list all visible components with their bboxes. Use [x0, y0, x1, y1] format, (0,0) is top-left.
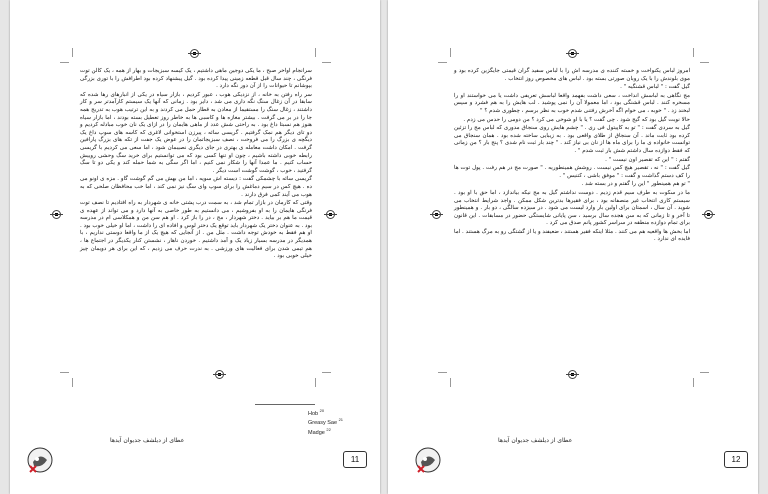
footnote-number: 22: [326, 426, 331, 432]
page-number: 12: [724, 451, 748, 468]
book-page-left: [10, 0, 380, 494]
registration-mark-icon: [190, 49, 199, 58]
paragraph: سرانجام اواخر صبح ، ما یکی دوجین ماهی داشتیم ، یک کیسه سبزیجات و بهار از همه ، یک کالن توت فرنگی ، چند سال قبل قطعه زمینی پیدا کرده بود . گیل پیشنهاد کرده بود اطرافش را با توری بزرگی بپوشانم تا حیوانات را از آن دور نگه دارد .: [80, 68, 312, 90]
body-text: [80, 68, 312, 262]
paragraph: گریسی سائه با چشمکی گفت : دیسته اش سوپه ، اما من بهش می گم گوشت گاو . مزه ی اونو می ده . هیچ کس در سیم دماغش را برای سوپ وای سگ نیز نمی کند ، اما خب محافظان صلحی که به هوب می آیند کمی فرق دارند .: [80, 176, 312, 198]
footnote: [308, 417, 348, 426]
footnote-text: Hob: [308, 410, 319, 417]
paragraph: اما بخش ها واقعیه هم می کنند . مثلا اینکه فقیر هستند ، ضعیفند و یا از گشتگی رو به مرگ هستند . اما فایده ای ندارد .: [454, 228, 690, 243]
publisher-logo-icon: [414, 446, 442, 474]
crop-mark: [60, 62, 69, 63]
paragraph: گفتم : " این که تقصیر اون نیست " .: [605, 156, 690, 163]
crop-mark: [450, 378, 451, 387]
registration-mark-icon: [326, 210, 335, 219]
paragraph: امروز لباس یکنواخت و خسته کننده ی مدرسه اش را با لباس سفید گران قیمتی جایگزین کرده بود و موی بلوندش را با یک روبان صورتی بسته بود . لباس های مخصوص روز انتخاب .: [454, 68, 690, 82]
crop-mark: [700, 372, 709, 373]
registration-mark-icon: [704, 210, 713, 219]
registration-mark-icon: [568, 370, 577, 379]
registration-mark-icon: [432, 210, 441, 219]
crop-mark: [315, 378, 316, 387]
running-title: عطای از دیلشف جدیوان آیدها: [498, 437, 573, 444]
running-title: عطای از دیلشف جدیوان آیدها: [110, 437, 185, 444]
book-page-right: [388, 0, 758, 494]
crop-mark: [315, 48, 316, 57]
page-number: 11: [343, 451, 367, 468]
paragraph: سر راه رفتن به خانه ، از نزدیکی هوب ، عبور کردیم ، بازار سیاه در یکی از انبارهای رها شده که سابقا در آن زغال سنگ نگه داری می شد ، دایر بود . زمانی که آنها یک سیستم کارآمدتر سر و کار داشتند ، زغال سنگ را مستقیما از معادن به قطار حمل می کردند و به این ترتیب هوب به تدریج همه جا را در بر می گرفت . بیشتر مغازه ها و کاسبی ها به خاطر روز تعطیل بسته بودند ، اما بازار سیاه هنوز هم نسبتا داغ بود . به راحتی شش عدد از ماهی هایمان را در ازای یک نان خوب مبادله کردیم و دو تای دیگر هم نمک گرفتیم . گریسی سائه ، پیرزن استخوانی لاغری که کاسه های سوپ داغ یک دیگچه ی بزرگ را می فروخت ، نصف سبزیجاتمان را در عوض یک جفت از تکه های بزرگ پارافین گرفت . امکان داشت معامله ی بهتری در جای دیگری نصیبمان شود ، اما سعی می کردیم با گریسی رابطه خوبی داشته باشیم ، چون او تنها کسی بود که می توانستیم برای خرید سگ وحشی روییش حساب کنیم . ما عمدا آنها را شکار نمی کنیم ، اما اگر سگی به شما حمله کند و یکی دو تا سگ گرفتید ، خوب ، گوشت گوشت است دیگر .: [80, 91, 312, 174]
paragraph: گیل به سردی گفت : " تو به کاپیتول فی ری . " چشم هایش روی سنجاق مدوری که لباس مج را تزئین کرده بود ثابت ماند . آن سنجاق از طلای واقعی بود . به زیبایی ساخته شده بود . همان سنجاق می توانست خانواده ی ما را برای ماه ها از نان بی نیاز کند . " چند بار ثبت نام شدی ؟ پنج بار ؟ من زمانی که فقط دوازده سال داشتم شش بار ثبت شدم " .: [454, 125, 690, 154]
footnote-text: Madge: [308, 429, 325, 436]
crop-mark: [322, 62, 331, 63]
paragraph: گیل گفت : " لباس قشنگیه " .: [620, 84, 690, 91]
registration-mark-icon: [215, 370, 224, 379]
registration-mark-icon: [52, 210, 61, 219]
footnotes: [308, 408, 348, 436]
crop-mark: [60, 372, 69, 373]
paragraph: ما در سکوت به طرف سیم قدم زدیم . دوست نداشتم گیل به مج نیکه بیاندازد ، اما حق با او بود . سیستم کاری انتخاب غیر منصفانه بود ، برای فقیرها بدترین شکل ممکن . واجد شرایط انتخاب می شوید . آن سال ، اسمتان برای اولین بار وارد لیست می شود . در سیزده سالگی ، دو بار . و همینطور تا آخر و تا زمانی که به سن هجده سال برسید ، سن پایانی شایستگی حضور در مسابقات . این قانون برای تمام دوازده منطقه در سراسر کشور پانم صدق می کرد .: [454, 189, 690, 227]
footnote-number: 21: [338, 417, 344, 423]
crop-mark: [438, 62, 447, 63]
crop-mark: [693, 48, 694, 57]
footnote-text: Greasy Sae: [308, 420, 338, 427]
crop-mark: [72, 48, 73, 57]
paragraph: " تو هم همینطور " این را گفتم و در بسته شد .: [581, 181, 690, 188]
paragraph: وقتی که کارمان در بازار تمام شد ، به سمت درب پشتی خانه ی شهردار به راه افتادیم تا نصف توت فرنگی هایمان را به او بفروشیم ، می دانستیم به طور خاصی به آنها دارد و می تواند از عهده ی قیمت ما هم بر بیاید . دختر شهردار ، مج ، در را باز کرد . او هم سن من و همکلاسی ام در مدرسه بود . به عنوان دختر یک شهردار باید توقع یک دختر لوس و افاده ای را داشت ، اما او خیلی خوب بود . او هم فقط به خودش توجه داشت . مثل من . از آنجایی که هیچ یک از ما واقعا دوستی نداریم ، با همدیگر در مدرسه بسیار زیاد یک و آمد داشتیم . خوردن ناهار ، نشستن کنار یکدیگر در اجتماع ها ، هم تیمی شدن برای فعالیت های ورزشی . به ندرت حرف می زدیم ، که این برای هر دویمان چیز خیلی خوبی بود .: [80, 200, 312, 260]
crop-mark: [322, 372, 331, 373]
footnote-rule: [255, 404, 315, 405]
body-text: [454, 68, 690, 245]
paragraph: مج نگاهی به لباسش انداخت ، سعی داشت بفهمد واقعا لباسش تعریفی داشت یا می خواستند او را مسخره کنند . لباس قشنگی بود ، اما معمولا آن را نمی پوشید . لب هایش را به هم فشرد و سپس لبخند زد . " خوبه ، می خوام اگه آخرش رفتنی شدم خوب به نظر برسم ، چطوری شدم ؟ ": [454, 92, 690, 114]
publisher-logo-icon: [26, 446, 54, 474]
paragraph: حالا نوبت گیل بود که گیج شود . چی گفت ؟ یا با او شوخی می کرد ؟ من دومی را حدس می زدم .: [463, 116, 690, 123]
registration-mark-icon: [568, 49, 577, 58]
crop-mark: [450, 48, 451, 57]
crop-mark: [693, 378, 694, 387]
crop-mark: [700, 62, 709, 63]
footnote: [308, 427, 348, 436]
crop-mark: [438, 372, 447, 373]
paragraph: گیل گفت : " نه ، تقصیر هیچ کس نیست . روشش همینطوریه . " صورت مج در هم رفت . پول توت ها را کف دستم گذاشت و گفت : " موفق باشی ، کتنیس " .: [454, 165, 690, 179]
footnote: [308, 408, 348, 417]
footnote-number: 20: [319, 408, 325, 413]
crop-mark: [72, 378, 73, 387]
